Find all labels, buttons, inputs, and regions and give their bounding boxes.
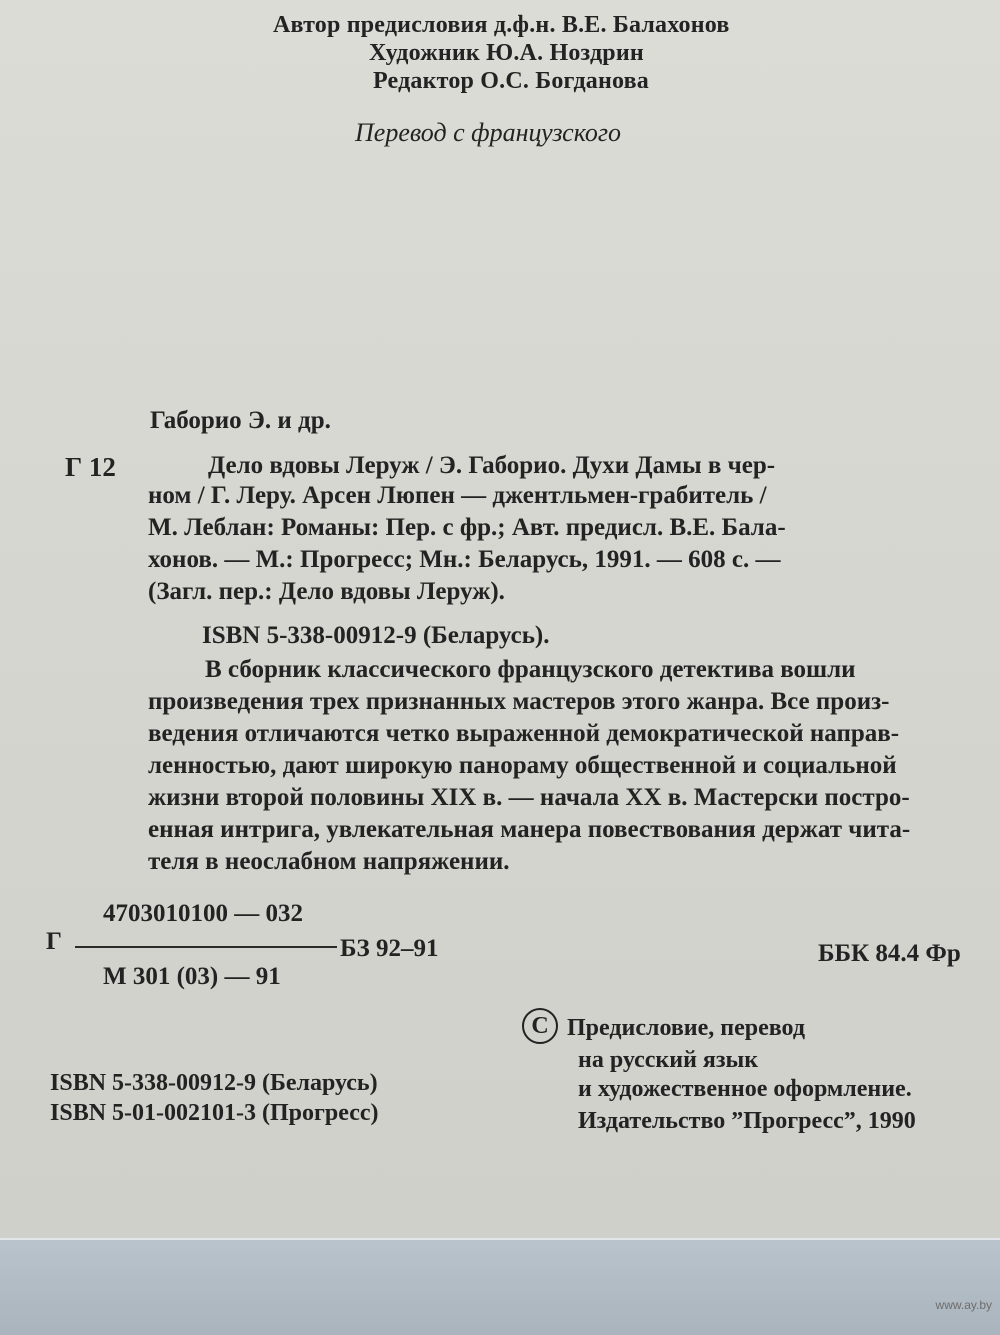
catalog-heading: Габорио Э. и др.	[150, 407, 331, 434]
code-bottom: М 301 (03) — 91	[103, 963, 281, 990]
annotation-line: жизни второй половины XIX в. — начала XX в. Мастерски постро-	[148, 784, 910, 811]
code-divider	[75, 946, 337, 948]
annotation-line: ведения отличаются четко выраженной демократической направ-	[148, 720, 900, 747]
isbn-belarus: ISBN 5-338-00912-9 (Беларусь)	[50, 1070, 378, 1096]
translation-note: Перевод с французского	[355, 118, 622, 147]
preface-author-credit: Автор предисловия д.ф.н. В.Е. Балахонов	[273, 12, 730, 38]
annotation-line: ленностью, дают широкую панораму общественной и социальной	[148, 752, 897, 779]
isbn-progress: ISBN 5-01-002101-3 (Прогресс)	[50, 1100, 379, 1126]
copyright-line: на русский язык	[578, 1047, 759, 1073]
copyright-line: и художественное оформление.	[578, 1076, 912, 1102]
code-letter: Г	[46, 928, 62, 955]
copyright-icon: C	[522, 1008, 558, 1044]
code-bz: БЗ 92–91	[340, 935, 439, 962]
code-top: 4703010100 — 032	[103, 900, 303, 927]
copyright-line: Издательство ”Прогресс”, 1990	[578, 1108, 916, 1134]
bbk-code: ББК 84.4 Фр	[818, 940, 961, 967]
annotation-line: произведения трех признанных мастеров этого жанра. Все произ-	[148, 688, 890, 715]
description-line: ном / Г. Леру. Арсен Люпен — джентльмен-грабитель /	[148, 482, 767, 509]
copyright-line: Предисловие, перевод	[567, 1015, 806, 1041]
annotation-line: енная интрига, увлекательная манера повествования держат чита-	[148, 816, 911, 843]
description-line: (Загл. пер.: Дело вдовы Леруж).	[148, 578, 505, 605]
editor-credit: Редактор О.С. Богданова	[373, 68, 649, 94]
description-line: М. Леблан: Романы: Пер. с фр.; Авт. предисл. В.Е. Бала-	[148, 514, 786, 541]
artist-credit: Художник Ю.А. Ноздрин	[369, 40, 644, 66]
description-line: хонов. — М.: Прогресс; Мн.: Беларусь, 1991. — 608 с. —	[148, 546, 781, 573]
catalog-isbn: ISBN 5-338-00912-9 (Беларусь).	[202, 622, 550, 649]
watermark: www.ay.by	[935, 1298, 992, 1312]
annotation-line: В сборник классического французского детектива вошли	[205, 656, 856, 683]
description-line: Дело вдовы Леруж / Э. Габорио. Духи Дамы в чер-	[208, 452, 776, 479]
annotation-line: теля в неослабном напряжении.	[148, 848, 510, 875]
catalog-index: Г 12	[65, 452, 116, 482]
book-cover-edge	[0, 1238, 1000, 1335]
